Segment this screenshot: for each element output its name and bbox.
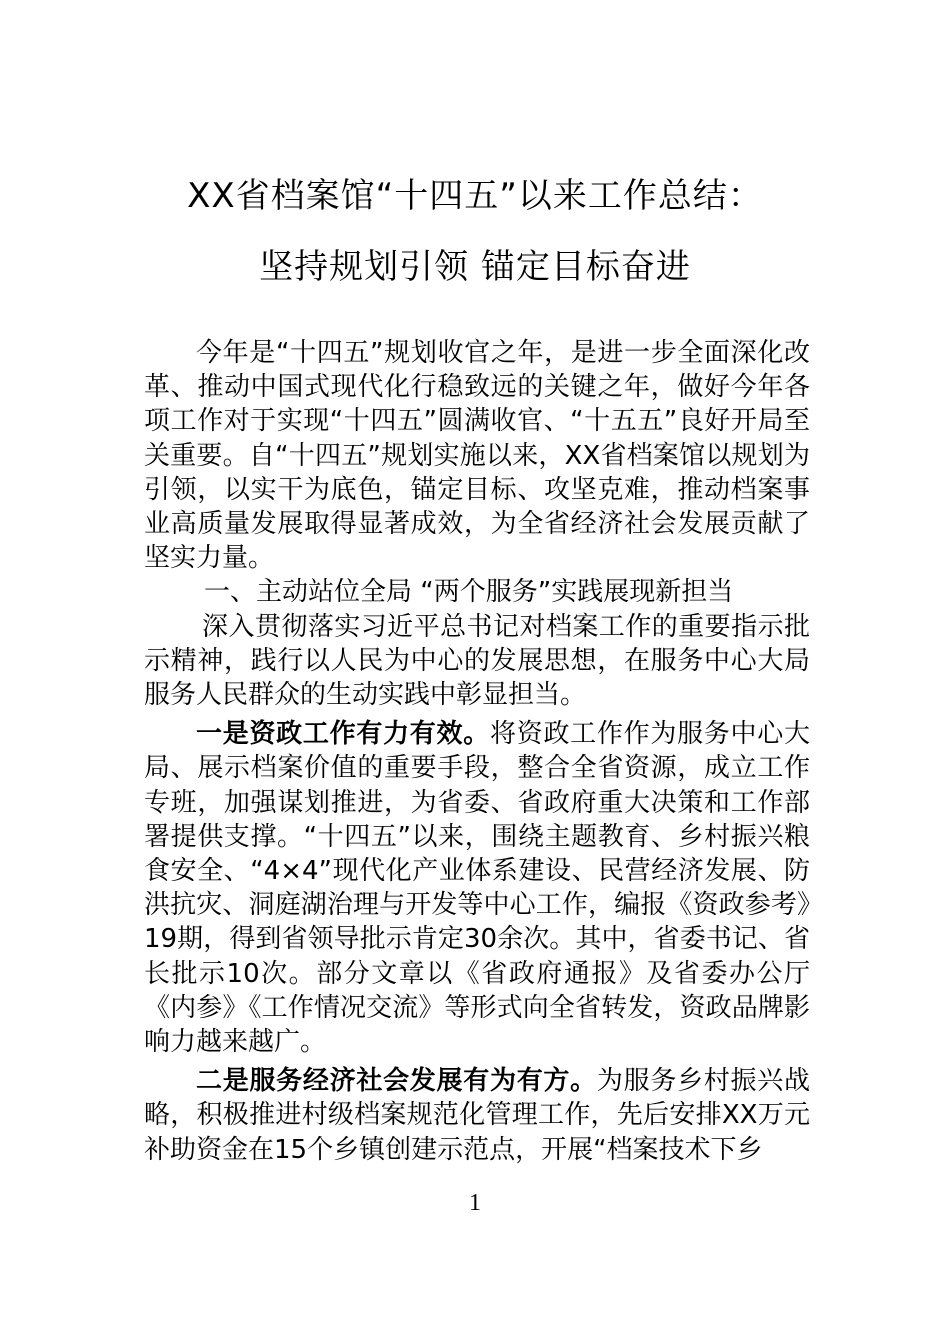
document-title-line-2: 坚持规划引领 锚定目标奋进 xyxy=(259,247,691,287)
point-2-paragraph xyxy=(144,1064,810,1167)
point-1-paragraph xyxy=(144,717,810,1059)
point-1-title: 一是资政工作有力有效。 xyxy=(196,719,490,750)
section-1-lead-paragraph: 深入贯彻落实习近平总书记对档案工作的重要指示批示精神，践行以人民为中心的发展思想，在服务中心大局服务人民群众的生动实践中彰显担当。 xyxy=(144,611,810,711)
point-2-title: 二是服务经济社会发展有为有方。 xyxy=(196,1066,597,1097)
section-1-heading: 一、主动站位全局 “两个服务”实践展现新担当 xyxy=(204,577,734,608)
point-1-text: 将资政工作作为服务中心大局、展示档案价值的重要手段，整合全省资源，成立工作专班，加强谋划推进，为省委、省政府重大决策和工作部署提供支撑。“十四五”以来，围绕主题教育、乡村振兴粮食安全、“4×4”现代化产业体系建设、民营经济发展、防洪抗灾、洞庭湖治理与开发等中心工作，编报《资政参考》19期，得到省领导批示肯定30余次。其中，省委书记、省长批示10次。部分文章以《省政府通报》及省委办公厅《内参》《工作情况交流》等形式向全省转发，资政品牌影响力越来越广。 xyxy=(144,719,810,1058)
intro-paragraph: 今年是“十四五”规划收官之年，是进一步全面深化改革、推动中国式现代化行稳致远的关键之年，做好今年各项工作对于实现“十四五”圆满收官、“十五五”良好开局至关重要。自“十四五”规划实施以来，XX省档案馆以规划为引领，以实干为底色，锚定目标、攻坚克难，推动档案事业高质量发展取得显著成效，为全省经济社会发展贡献了坚实力量。 xyxy=(144,338,810,574)
document-title-line-1: XX省档案馆“十四五”以来工作总结： xyxy=(187,176,763,216)
point-2-text: 为服务乡村振兴战略，积极推进村级档案规范化管理工作，先后安排XX万元补助资金在15个乡镇创建示范点，开展“档案技术下乡 xyxy=(144,1066,810,1165)
page-number: 1 xyxy=(469,1190,481,1216)
document-body xyxy=(144,336,810,1167)
